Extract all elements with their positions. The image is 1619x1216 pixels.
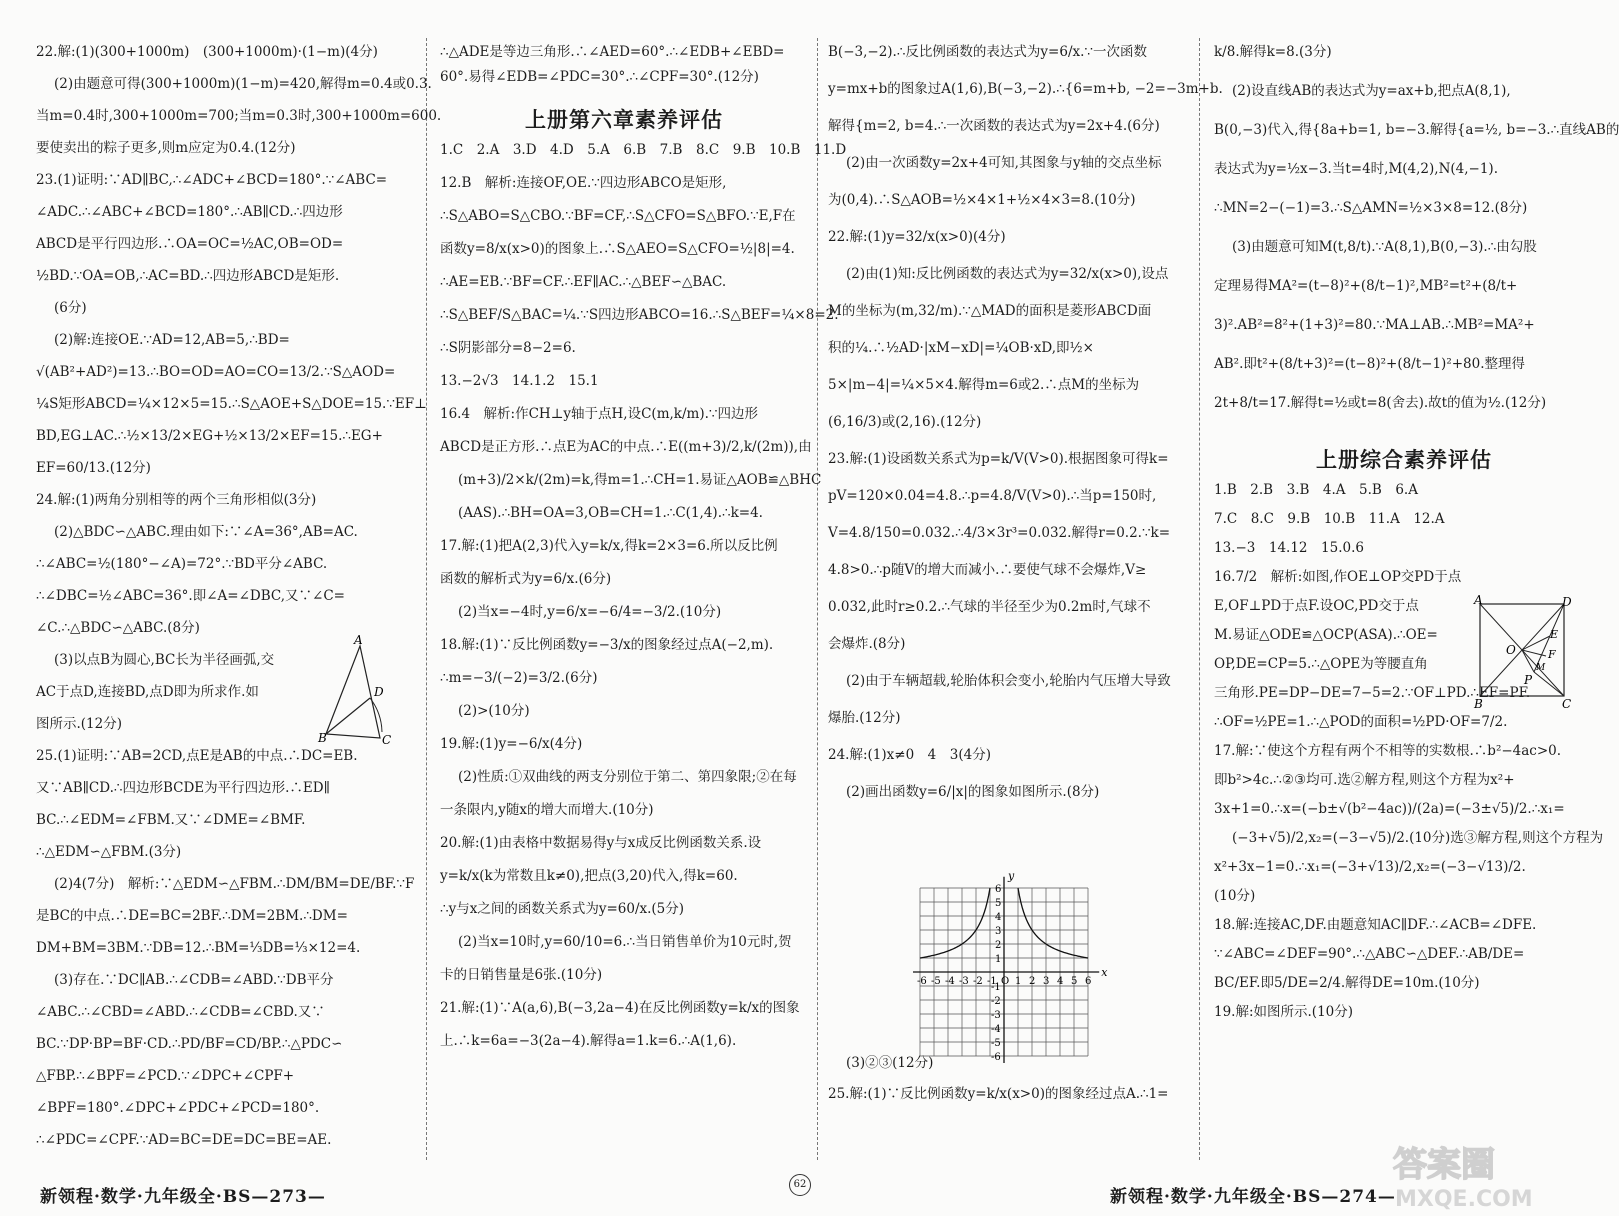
- answer-line: k/8.解得k=8.(3分): [1214, 44, 1332, 60]
- answer-line: 25.(1)证明:∵AB=2CD,点E是AB的中点.∴DC=EB.: [36, 748, 358, 764]
- answer-column-4: [1214, 44, 1619, 1033]
- square-figure: [1474, 593, 1574, 712]
- answer-line: ∴MN=2−(−1)=3.∴S△AMN=½×3×8=12.(8分): [1214, 200, 1528, 216]
- answer-line: (2)由一次函数y=2x+4可知,其图象与y轴的交点坐标: [846, 155, 1162, 171]
- answer-line: (2)由于车辆超载,轮胎体积会变小,轮胎内气压增大导致: [846, 673, 1171, 689]
- line-gap: [440, 423, 808, 439]
- function-graph: [904, 869, 1108, 1092]
- line-gap: [828, 653, 1184, 673]
- watermark-text-2: MXQE.COM: [1395, 1187, 1533, 1212]
- column-divider-1: [426, 38, 427, 1160]
- answer-line: 爆胎.(12分): [828, 710, 901, 726]
- answer-line: ∵∠ABC=∠DEF=90°.∴△ABC∽△DEF.∴AB/DE=: [1214, 946, 1525, 962]
- x-tick-label: 4: [1057, 976, 1064, 987]
- answer-line: 三角形.PE=DP−DE=7−5=2.∵OF⊥PD.∴EF=PF.: [1214, 685, 1531, 701]
- line-gap: [36, 541, 412, 556]
- answer-line: ∴∠PDC=∠CPF.∵AD=BC=DE=DC=BE=AE.: [36, 1132, 332, 1148]
- answer-line: (6分): [54, 300, 87, 316]
- line-gap: [36, 253, 412, 268]
- line-gap: [36, 477, 412, 492]
- answer-line: BD,EG⊥AC.∴½×13/2×EG+½×13/2×EF=15.∴EG+: [36, 428, 383, 444]
- answer-line: ∴S△ABO=S△CBO.∵BF=CF,∴S△CFO=S△BFO.∵E,F在: [440, 208, 796, 224]
- line-gap: [440, 687, 808, 703]
- answer-line: M的坐标为(m,32/m).∵△MAD的面积是菱形ABCD面: [828, 303, 1152, 319]
- line-gap: [1214, 818, 1594, 830]
- line-gap: [1214, 905, 1594, 917]
- y-tick-label: 3: [995, 926, 1002, 937]
- line-gap: [828, 431, 1184, 451]
- column-divider-2: [817, 38, 818, 1160]
- y-tick-label: -1: [991, 982, 1001, 993]
- y-tick-label: -4: [991, 1024, 1001, 1035]
- sq-label-f: F: [1548, 648, 1556, 661]
- line-gap: [828, 283, 1184, 303]
- answer-line: 积的¼.∴½AD·|xM−xD|=¼OB·xD,即½×: [828, 340, 1094, 356]
- sq-label-p: P: [1524, 673, 1533, 687]
- answer-line: 13.−2√3 14.1.2 15.1: [440, 373, 599, 389]
- line-gap: [36, 1149, 412, 1164]
- answer-line: ∴△ADE是等边三角形.∴∠AED=60°.∴∠EDB+∠EBD=: [440, 44, 785, 60]
- line-gap: [440, 61, 808, 69]
- line-gap: [36, 1021, 412, 1036]
- line-gap: [36, 1053, 412, 1068]
- sq-label-b: B: [1474, 697, 1483, 711]
- answer-line: ∠BPF=180°.∠DPC+∠PDC+∠PCD=180°.: [36, 1100, 320, 1116]
- line-gap: [440, 819, 808, 835]
- x-tick-label: 1: [1015, 976, 1022, 987]
- answer-line: 又∵AB∥CD.∴四边形BCDE为平行四边形.∴ED∥: [36, 780, 330, 796]
- answer-line: 表达式为y=½x−3.当t=4时,M(4,2),N(4,−1).: [1214, 161, 1498, 177]
- line-gap: [440, 753, 808, 769]
- answer-line: 1.C 2.A 3.D 4.D 5.A 6.B 7.B 8.C 9.B 10.B 11.D: [440, 142, 847, 158]
- line-gap: [440, 885, 808, 901]
- answer-line: ∴m=−3/(−2)=3/2.(6分): [440, 670, 598, 686]
- sq-label-o: O: [1506, 643, 1516, 657]
- y-axis-label: y: [1008, 869, 1015, 883]
- answer-line: ∴△EDM∽△FBM.(3分): [36, 844, 182, 860]
- y-tick-label: 1: [995, 954, 1002, 965]
- answer-line: ∠C.∴△BDC∽△ABC.(8分): [36, 620, 200, 636]
- page-badge: 62: [789, 1174, 811, 1196]
- line-gap: [36, 381, 412, 396]
- line-gap: [1214, 373, 1594, 395]
- line-gap: [1214, 256, 1594, 278]
- line-gap: [828, 801, 1184, 821]
- x-tick-label: 2: [1029, 976, 1036, 987]
- answer-line: 19.解:(1)y=−6/x(4分): [440, 736, 583, 752]
- tri-label-b: B: [318, 731, 327, 745]
- answer-line: (2)由题意可得(300+1000m)(1−m)=420,解得m=0.4或0.3.: [54, 76, 432, 92]
- line-gap: [440, 456, 808, 472]
- line-gap: [1214, 992, 1594, 1004]
- line-gap: [36, 125, 412, 140]
- x-tick-label: 5: [1071, 976, 1078, 987]
- answer-line: ∴S△BEF/S△BAC=¼.∵S四边形ABCO=16.∴S△BEF=¼×8=2.: [440, 307, 839, 323]
- x-tick-label: -1: [987, 976, 997, 987]
- answer-line: 22.解:(1)(300+1000m) (300+1000m)·(1−m)(4分): [36, 44, 378, 60]
- answer-line: ABCD是正方形.∴点E为AC的中点.∴E((m+3)/2,k/(2m)),由: [440, 439, 812, 455]
- answer-line: ½BD.∵OA=OB,∴AC=BD.∴四边形ABCD是矩形.: [36, 268, 340, 284]
- line-gap: [36, 413, 412, 428]
- line-gap: [828, 357, 1184, 377]
- watermark-logo: [1385, 1140, 1590, 1212]
- line-gap: [36, 1085, 412, 1100]
- answer-line: 当m=0.4时,300+1000m=700;当m=0.3时,300+1000m=600.: [36, 108, 442, 124]
- x-tick-label: -4: [945, 976, 955, 987]
- sq-label-c: C: [1562, 697, 1572, 711]
- y-tick-label: 6: [995, 884, 1002, 895]
- answer-line: BC/EF.即5/DE=2/4.解得DE=10m.(10分): [1214, 975, 1480, 991]
- line-gap: [440, 357, 808, 373]
- answer-line: 25.解:(1)∵反比例函数y=k/x(x>0)的图象经过点A.∴1=: [828, 1086, 1169, 1102]
- answer-line: 16.4 解析:作CH⊥y轴于点H,设C(m,k/m).∵四边形: [440, 406, 758, 422]
- line-gap: [440, 984, 808, 1000]
- answer-line: ∠ADC.∴∠ABC+∠BCD=180°.∴AB∥CD.∴四边形: [36, 204, 343, 220]
- answer-line: 为(0,4).∴S△AOB=½×4×1+½×4×3=8.(10分): [828, 192, 1136, 208]
- line-gap: [828, 542, 1184, 562]
- line-gap: [1214, 934, 1594, 946]
- answer-line: ABCD是平行四边形.∴OA=OC=½AC,OB=OD=: [36, 236, 344, 252]
- answer-line: (3)由题意可知M(t,8/t).∵A(8,1),B(0,−3).∴由勾股: [1232, 239, 1537, 255]
- line-gap: [36, 989, 412, 1004]
- answer-line: 24.解:(1)两角分别相等的两个三角形相似(3分): [36, 492, 317, 508]
- line-gap: [440, 555, 808, 571]
- line-gap: [440, 225, 808, 241]
- line-gap: [440, 489, 808, 505]
- answer-line: (2)解:连接OE.∵AD=12,AB=5,∴BD=: [54, 332, 290, 348]
- line-gap: [828, 394, 1184, 414]
- answer-line: pV=120×0.04=4.8.∴p=4.8/V(V>0).∴当p=150时,: [828, 488, 1157, 504]
- answer-line: ¼S矩形ABCD=¼×12×5=15.∴S△AOE+S△DOE=15.∵EF⊥: [36, 396, 427, 412]
- answer-line: 函数的解析式为y=6/x.(6分): [440, 571, 612, 587]
- line-gap: [1214, 847, 1594, 859]
- line-gap: [828, 616, 1184, 636]
- answer-line: 18.解:连接AC,DF.由题意知AC∥DF.∴∠ACB=∠DFE.: [1214, 917, 1537, 933]
- line-gap: [828, 468, 1184, 488]
- line-gap: [36, 797, 412, 812]
- line-gap: [440, 1050, 808, 1066]
- answer-line: (10分): [1214, 888, 1256, 904]
- y-tick-label: -2: [991, 996, 1001, 1007]
- answer-line: (2)由(1)知:反比例函数的表达式为y=32/x(x>0),设点: [846, 266, 1169, 282]
- y-tick-label: -6: [991, 1052, 1001, 1063]
- line-gap: [1214, 499, 1594, 511]
- answer-line: 18.解:(1)∵反比例函数y=−3/x的图象经过点A(−2,m).: [440, 637, 774, 653]
- answer-line: AC于点D,连接BD,点D即为所求作.如: [36, 684, 259, 700]
- line-gap: [828, 246, 1184, 266]
- line-gap: [36, 61, 412, 76]
- line-gap: [828, 209, 1184, 229]
- answer-line: 19.解:如图所示.(10分): [1214, 1004, 1354, 1020]
- x-tick-label: 3: [1043, 976, 1050, 987]
- line-gap: [36, 285, 412, 300]
- answer-line: 13.−3 14.12 15.0.6: [1214, 540, 1364, 556]
- answer-line: 上.∴k=6a=−3(2a−4).解得a=1.k=6.∴A(1,6).: [440, 1033, 737, 1049]
- line-gap: [440, 918, 808, 934]
- answer-line: △FBP.∴∠BPF=∠PCD.∵∠DPC+∠CPF+: [36, 1068, 295, 1084]
- answer-line: 是BC的中点.∴DE=BC=2BF.∴DM=2BM.∴DM=: [36, 908, 348, 924]
- line-gap: [1214, 963, 1594, 975]
- answer-line: BC.∵DP·BP=BF·CD.∴PD/BF=CD/BP.∴△PDC∽: [36, 1036, 343, 1052]
- answer-line: (2)4(7分) 解析:∵△EDM∽△FBM.∴DM/BM=DE/BF.∵F: [54, 876, 415, 892]
- x-tick-label: -3: [959, 976, 969, 987]
- line-gap: [36, 317, 412, 332]
- answer-line: 2t+8/t=17.解得t=½或t=8(舍去).故t的值为½.(12分): [1214, 395, 1547, 411]
- sq-label-m: M: [1536, 663, 1546, 673]
- line-gap: [440, 720, 808, 736]
- line-gap: [828, 505, 1184, 525]
- answer-line: 图所示.(12分): [36, 716, 123, 732]
- y-tick-label: -3: [991, 1010, 1001, 1021]
- answer-line: 卡的日销售量是6张.(10分): [440, 967, 603, 983]
- line-gap: [36, 925, 412, 940]
- answer-line: 12.B 解析:连接OF,OE.∵四边形ABCO是矩形,: [440, 175, 727, 191]
- answer-line: √(AB²+AD²)=13.∴BO=OD=AO=CO=13/2.∵S△AOD=: [36, 364, 396, 380]
- answer-line: 一条限内,y随x的增大而增大.(10分): [440, 802, 654, 818]
- answer-line: 即b²>4c.∴②③均可.选②解方程,则这个方程为x²+: [1214, 772, 1515, 788]
- line-gap: [1214, 731, 1594, 743]
- line-gap: [440, 324, 808, 340]
- line-gap: [1214, 295, 1594, 317]
- tri-label-a: A: [354, 633, 363, 647]
- line-gap: [440, 951, 808, 967]
- line-gap: [828, 727, 1184, 747]
- line-gap: [440, 390, 808, 406]
- answer-line: AB².即t²+(8/t+3)²=(t−8)²+(8/t−1)²+80.整理得: [1214, 356, 1526, 372]
- line-gap: [440, 588, 808, 604]
- answer-line: 16.7/2 解析:如图,作OE⊥OP交PD于点: [1214, 569, 1462, 585]
- line-gap: [36, 829, 412, 844]
- answer-line: ∴y与x之间的函数关系式为y=60/x.(5分): [440, 901, 685, 917]
- line-gap: [828, 320, 1184, 340]
- line-gap: [1214, 1021, 1594, 1033]
- line-gap: [36, 765, 412, 780]
- answer-line: BC.∴∠EDM=∠FBM.又∵∠DME=∠BMF.: [36, 812, 306, 828]
- answer-line: ∴∠ABC=½(180°−∠A)=72°.∵BD平分∠ABC.: [36, 556, 328, 572]
- line-gap: [828, 172, 1184, 192]
- line-gap: [828, 579, 1184, 599]
- line-gap: [440, 654, 808, 670]
- x-axis-label: x: [1101, 966, 1108, 979]
- line-gap: [440, 291, 808, 307]
- line-gap: [440, 258, 808, 274]
- answer-line: 7.C 8.C 9.B 10.B 11.A 12.A: [1214, 511, 1445, 527]
- line-gap: [36, 189, 412, 204]
- y-tick-label: 5: [995, 898, 1002, 909]
- triangle-figure: [318, 633, 398, 747]
- line-gap: [440, 786, 808, 802]
- answer-line: (2)性质:①双曲线的两支分别位于第二、第四象限;②在每: [458, 769, 797, 785]
- line-gap: [36, 445, 412, 460]
- line-gap: [36, 573, 412, 588]
- answer-line: ∴∠DBC=½∠ABC=36°.即∠A=∠DBC,又∵∠C=: [36, 588, 345, 604]
- answer-line: B(0,−3)代入,得{8a+b=1, b=−3.解得{a=½, b=−3.∴直线AB的: [1214, 122, 1619, 138]
- line-gap: [1214, 100, 1594, 122]
- line-gap: [440, 159, 808, 175]
- line-gap: [440, 192, 808, 208]
- answer-line: 21.解:(1)∵A(a,6),B(−3,2a−4)在反比例函数y=k/x的图象: [440, 1000, 800, 1016]
- curve-right: [1018, 888, 1088, 958]
- answer-line: 3x+1=0.∴x=(−b±√(b²−4ac))/(2a)=(−3±√5)/2.∴x₁=: [1214, 801, 1565, 817]
- line-gap: [1214, 760, 1594, 772]
- answer-column-1: [36, 44, 442, 1164]
- answer-line: 要使卖出的粽子更多,则m应定为0.4.(12分): [36, 140, 296, 156]
- answer-line: M.易证△ODE≌△OCP(ASA).∴OE=: [1214, 627, 1438, 643]
- section-title: 上册综合素养评估: [1316, 448, 1492, 472]
- answer-line: 定理易得MA²=(t−8)²+(8/t−1)²,MB²=t²+(8/t+: [1214, 278, 1518, 294]
- answer-line: 解得{m=2, b=4.∴一次函数的表达式为y=2x+4.(6分): [828, 118, 1160, 134]
- line-gap: [1214, 178, 1594, 200]
- answer-line: (m+3)/2×k/(2m)=k,得m=1.∴CH=1.易证△AOB≌△BHC: [458, 472, 822, 488]
- x-tick-label: -6: [917, 976, 927, 987]
- answer-line: ∴OF=½PE=1.∴△POD的面积=½PD·OF=7/2.: [1214, 714, 1508, 730]
- line-gap: [1214, 61, 1594, 83]
- answer-line: (3)②③(12分): [846, 1055, 934, 1071]
- answer-line: 23.(1)证明:∵AD∥BC,∴∠ADC+∠BCD=180°.∵∠ABC=: [36, 172, 388, 188]
- answer-line: 函数y=8/x(x>0)的图象上.∴S△AEO=S△CFO=½|8|=4.: [440, 241, 795, 257]
- line-gap: [440, 86, 808, 94]
- sq-label-a: A: [1474, 593, 1483, 607]
- answer-line: (2)设直线AB的表达式为y=ax+b,把点A(8,1),: [1232, 83, 1511, 99]
- answer-line: (3)存在.∵DC∥AB.∴∠CDB=∠ABD.∵DB平分: [54, 972, 334, 988]
- answer-line: 60°.易得∠EDB=∠PDC=30°.∴∠CPF=30°.(12分): [440, 69, 759, 85]
- line-gap: [1214, 789, 1594, 801]
- line-gap: [36, 93, 412, 108]
- line-gap: [36, 509, 412, 524]
- line-gap: [36, 157, 412, 172]
- answer-line: (AAS).∴BH=OA=3,OB=CH=1.∴C(1,4).∴k=4.: [458, 505, 763, 521]
- answer-line: (2)△BDC∽△ABC.理由如下:∵∠A=36°,AB=AC.: [54, 524, 358, 540]
- sq-label-e: E: [1550, 628, 1559, 641]
- line-gap: [828, 764, 1184, 784]
- answer-line: 20.解:(1)由表格中数据易得y与x成反比例函数关系.设: [440, 835, 762, 851]
- line-gap: [1214, 139, 1594, 161]
- watermark-text-1: 答案圈: [1393, 1145, 1495, 1185]
- line-gap: [828, 61, 1184, 81]
- line-gap: [1214, 334, 1594, 356]
- answer-line: 23.解:(1)设函数关系式为p=k/V(V>0).根据图象可得k=: [828, 451, 1169, 467]
- y-tick-label: 4: [995, 912, 1002, 923]
- x-tick-label: -2: [973, 976, 983, 987]
- line-gap: [828, 1103, 1184, 1117]
- line-gap: [828, 135, 1184, 155]
- answer-line: 1.B 2.B 3.B 4.A 5.B 6.A: [1214, 482, 1418, 498]
- answer-line: 0.032,此时r≥0.2.∴气球的半径至少为0.2m时,气球不: [828, 599, 1151, 615]
- footer-left: 新领程·数学·九年级全·BS—273—: [40, 1187, 326, 1207]
- line-gap: [440, 852, 808, 868]
- answer-line: 5×|m−4|=¼×5×4.解得m=6或2.∴点M的坐标为: [828, 377, 1140, 393]
- line-gap: [36, 957, 412, 972]
- x-tick-label: 6: [1085, 976, 1092, 987]
- answer-line: B(−3,−2).∴反比例函数的表达式为y=6/x.∵一次函数: [828, 44, 1147, 60]
- line-gap: [828, 690, 1184, 710]
- tri-label-d: D: [374, 685, 384, 699]
- line-gap: [36, 1117, 412, 1132]
- x-tick-label: O: [1001, 976, 1010, 987]
- curve-left: [920, 888, 990, 958]
- x-tick-label: -5: [931, 976, 941, 987]
- answer-line: ∠ABC.∴∠CBD=∠ABD.∴∠CDB=∠CBD.又∵: [36, 1004, 325, 1020]
- line-gap: [828, 98, 1184, 118]
- answer-line: 会爆炸.(8分): [828, 636, 906, 652]
- section-title: 上册第六章素养评估: [525, 108, 723, 132]
- answer-line: ∴S阴影部分=8−2=6.: [440, 340, 576, 356]
- answer-line: (3)以点B为圆心,BC长为半径画弧,交: [54, 652, 275, 668]
- answer-line: x²+3x−1=0.∴x₁=(−3+√13)/2,x₂=(−3−√13)/2.: [1214, 859, 1526, 875]
- answer-line: 24.解:(1)x≠0 4 3(4分): [828, 747, 991, 763]
- answer-line: (2)>(10分): [458, 703, 530, 719]
- line-gap: [1214, 557, 1594, 569]
- answer-line: (−3+√5)/2,x₂=(−3−√5)/2.(10分)选③解方程,则这个方程为: [1232, 830, 1604, 846]
- line-gap: [36, 605, 412, 620]
- answer-line: 17.解:∵使这个方程有两个不相等的实数根.∴b²−4ac>0.: [1214, 743, 1562, 759]
- line-gap: [440, 1017, 808, 1033]
- line-gap: [36, 893, 412, 908]
- answer-line: E,OF⊥PD于点F.设OC,PD交于点: [1214, 598, 1419, 614]
- answer-line: (2)当x=10时,y=60/10=6.∴当日销售单价为10元时,贺: [458, 934, 792, 950]
- line-gap: [36, 861, 412, 876]
- answer-line: V=4.8/150=0.032.∴4/3×3r³=0.032.解得r=0.2.∵k=: [828, 525, 1171, 541]
- answer-line: DM+BM=3BM.∵DB=12.∴BM=⅓DB=⅓×12=4.: [36, 940, 361, 956]
- answer-line: (6,16/3)或(2,16).(12分): [828, 414, 982, 430]
- y-tick-label: 2: [995, 940, 1002, 951]
- tri-label-c: C: [382, 733, 392, 747]
- y-tick-label: -5: [991, 1038, 1001, 1049]
- answer-line: 22.解:(1)y=32/x(x>0)(4分): [828, 229, 1006, 245]
- line-gap: [36, 221, 412, 236]
- answer-line: 4.8>0.∴p随V的增大而减小.∴要使气球不会爆炸,V≥: [828, 562, 1147, 578]
- answer-line: y=k/x(k为常数且k≠0),把点(3,20)代入,得k=60.: [440, 868, 738, 884]
- answer-line: (2)当x=−4时,y=6/x=−6/4=−3/2.(10分): [458, 604, 722, 620]
- answer-line: y=mx+b的图象过A(1,6),B(−3,−2).∴{6=m+b, −2=−3m+b.: [828, 81, 1223, 97]
- line-gap: [1214, 876, 1594, 888]
- answer-line: 17.解:(1)把A(2,3)代入y=k/x,得k=2×3=6.所以反比例: [440, 538, 778, 554]
- answer-line: EF=60/13.(12分): [36, 460, 151, 476]
- answer-line: (2)画出函数y=6/|x|的图象如图所示.(8分): [846, 784, 1100, 800]
- column-divider-3: [1199, 38, 1200, 1160]
- answer-line: ∴AE=EB.∵BF=CF.∴EF∥AC.∴△BEF∽△BAC.: [440, 274, 727, 290]
- answer-line: 3)².AB²=8²+(1+3)²=80.∵MA⊥AB.∴MB²=MA²+: [1214, 317, 1535, 333]
- line-gap: [440, 621, 808, 637]
- footer-right: 新领程·数学·九年级全·BS—274—: [1110, 1187, 1396, 1207]
- answer-column-2: [440, 44, 847, 1066]
- line-gap: [36, 349, 412, 364]
- sq-label-d: D: [1562, 595, 1572, 609]
- line-gap: [1214, 412, 1594, 434]
- line-gap: [1214, 528, 1594, 540]
- answer-line: OP,DE=CP=5.∴△OPE为等腰直角: [1214, 656, 1428, 672]
- line-gap: [440, 522, 808, 538]
- line-gap: [1214, 217, 1594, 239]
